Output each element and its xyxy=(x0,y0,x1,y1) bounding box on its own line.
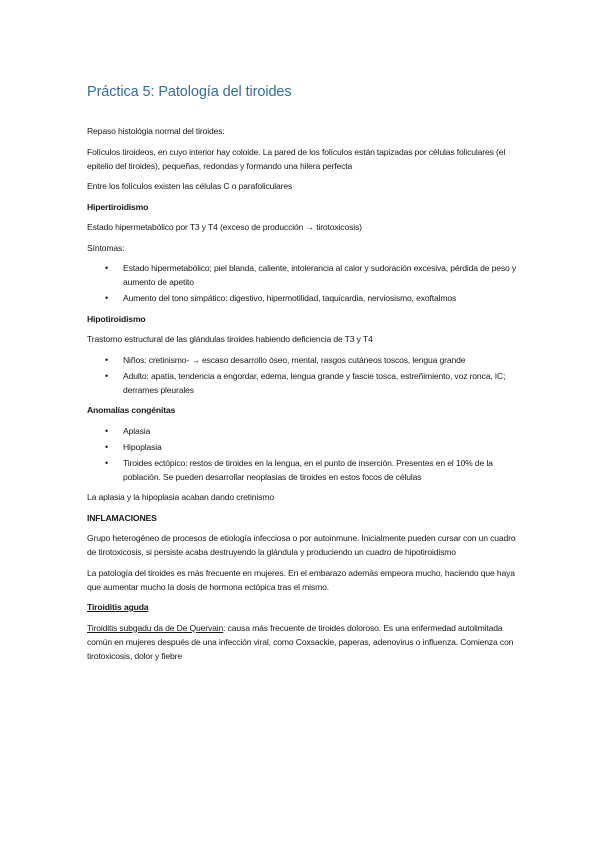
paragraph-aplasia: La aplasia y la hipoplasia acaban dando cretinismo xyxy=(87,492,274,502)
heading-hipotiroidismo: Hipotiroidismo xyxy=(87,313,146,324)
page-title: Práctica 5: Patología del tiroides xyxy=(87,84,292,100)
heading-anomalias: Anomalías congénitas xyxy=(87,405,176,415)
heading-tiroiditis-aguda: Tiroiditis aguda xyxy=(87,602,149,612)
list-item: • Hipoplasia xyxy=(123,440,518,454)
paragraph-quervain xyxy=(87,621,518,663)
paragraph-mujeres: La patología del tiroides es más frecuente en mujeres. En el embarazo además empeora mucho, haciendo que haya que aumentar mucho la dosis de hormona ectópica tras el mismo. xyxy=(87,567,515,592)
paragraph-hiper-def: Estado hipermetabólico por T3 y T4 (exceso de producción → tirotoxicosis) xyxy=(87,222,362,232)
paragraph-sintomas: Síntomas: xyxy=(87,242,125,253)
heading-hipertiroidismo: Hipertiroidismo xyxy=(87,201,149,212)
list-item: • Aumento del tono simpático: digestivo, hipermotilidad, taquicardia, nerviosismo, exoftalmos xyxy=(123,291,518,305)
list-item: • Aplasia xyxy=(123,424,518,438)
list-item: • Tiroides ectópico: restos de tiroides en la lengua, en el punto de inserción. Presentes en el 10% de la población. Se pueden desarrollar neoplasias de tiroides en estos focos de células xyxy=(123,456,518,484)
paragraph-hipo-def: Trastorno estructural de las glándulas tiroides habiendo deficiencia de T3 y T4 xyxy=(87,334,373,344)
paragraph-grupo: Grupo heterogéneo de procesos de etiología infecciosa o por autoinmune. Inicialmente pueden cursar con un cuadro de tirotoxicosis, si persiste acaba destruyendo la glándula y produciendo un cuadro de hipotiroidismo xyxy=(87,533,516,557)
list-item: • Estado hipermetabólico; piel blanda, caliente, intolerancia al calor y sudoración excesiva, pérdida de peso y aumento de apetito xyxy=(123,261,518,289)
paragraph-repaso: Repaso histológia normal del tiroides: xyxy=(87,126,225,136)
heading-inflamaciones: INFLAMACIONES xyxy=(87,512,157,523)
quervain-term: Tiroiditis subgadu da de De Quervain xyxy=(87,622,224,633)
list-item: • Adulto: apatía, tendencia a engordar, edema, lengua grande y fascie tosca, estreñimiento, voz ronca, IC; derrames pleurales xyxy=(123,369,518,397)
list-sintomas xyxy=(87,261,518,305)
list-item: • Niños: cretinismo- → escaso desarrollo óseo, mental, rasgos cutáneos toscos, lengua grande xyxy=(123,353,518,367)
paragraph-celulas-c: Entre los folículos existen las células C o parafoliculares xyxy=(87,181,293,191)
list-hipotiroidismo xyxy=(87,353,518,397)
paragraph-foliculos: Folículos tiroideos, en cuyo interior hay coloide. La pared de los folículos están tapizadas por células foliculares (el epitelio del tiroides), pequeñas, redondas y formando una hilera perfecta xyxy=(87,146,506,171)
list-anomalias xyxy=(87,424,518,484)
quervain-text: : causa más frecuente de tiroides doloroso. Es una enfermedad autolimitada común en mujeres después de una infección viral, como Coxsackie, paperas, adenovirus o influenza. Comienza con tirotoxicosis, dolor y fiebre xyxy=(87,622,514,661)
